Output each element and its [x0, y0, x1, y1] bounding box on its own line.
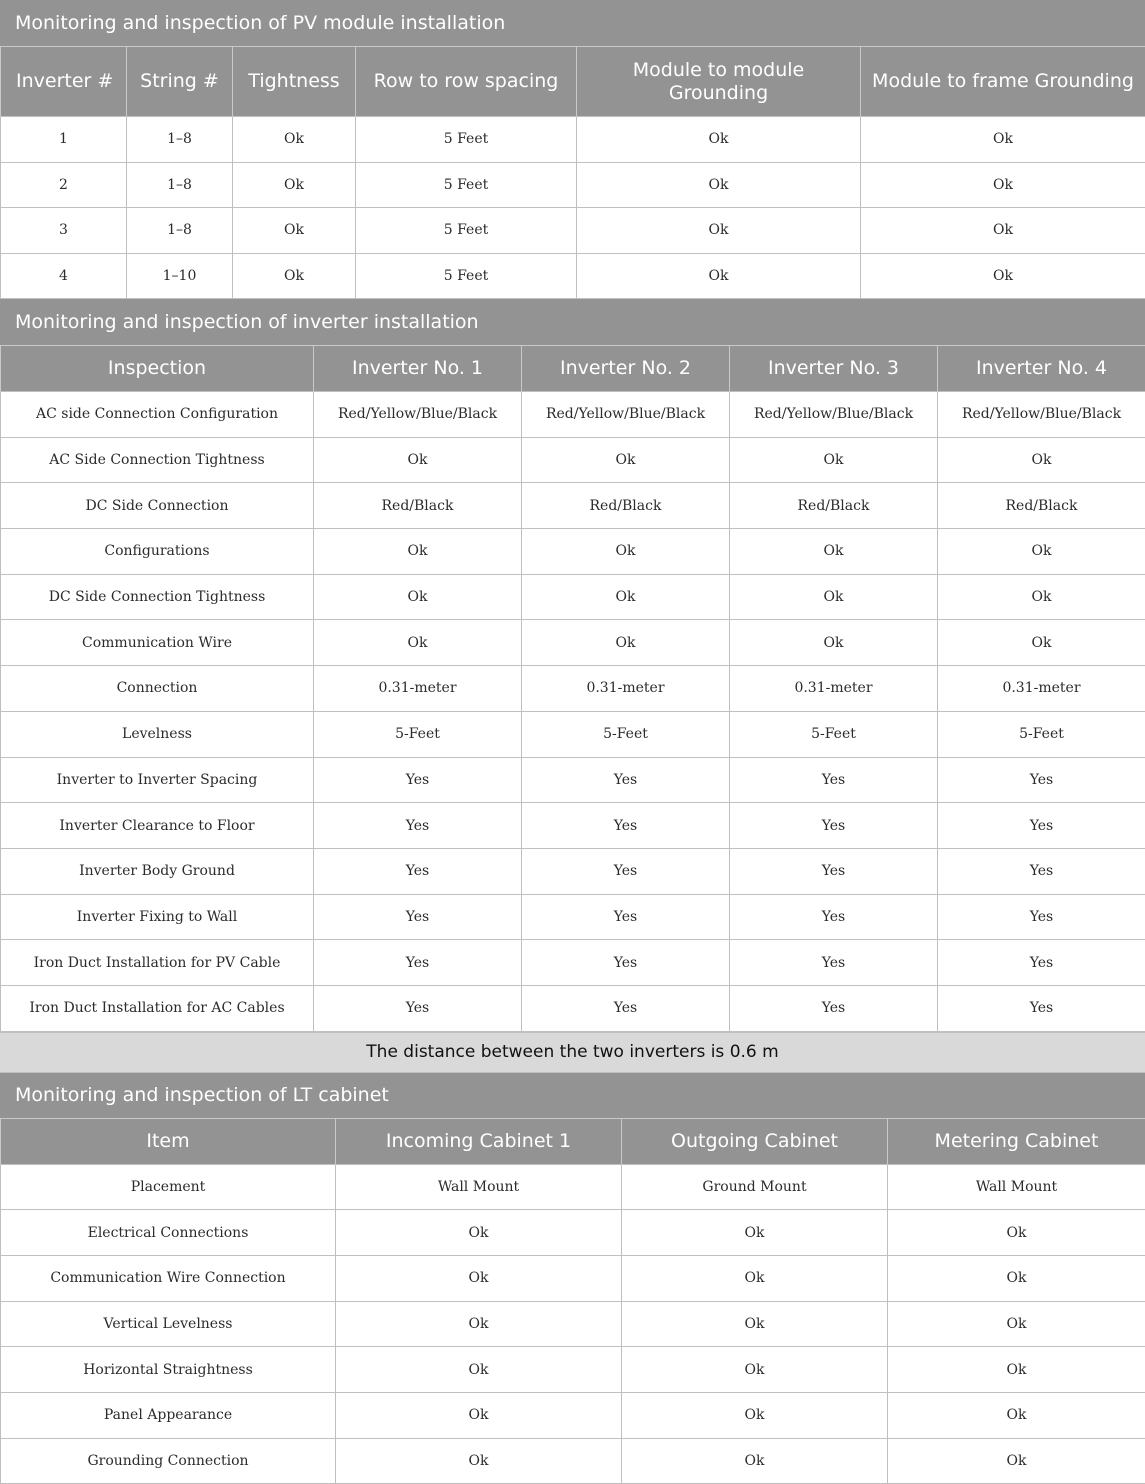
inverter-cell: Levelness — [1, 711, 314, 757]
inverter-cell: Ok — [522, 620, 730, 666]
inverter-cell: 0.31-meter — [938, 666, 1145, 712]
pv-cell: 2 — [1, 162, 127, 208]
inverter-cell: 5-Feet — [522, 711, 730, 757]
pv-cell: 1–8 — [127, 208, 233, 254]
lt-row — [1, 1164, 1145, 1210]
lt-cell: Grounding Connection — [1, 1438, 336, 1484]
inverter-cell: Yes — [314, 894, 522, 940]
inverter-cell: AC Side Connection Tightness — [1, 437, 314, 483]
inverter-cell: Red/Black — [314, 483, 522, 529]
inverter-cell: Yes — [938, 848, 1145, 894]
pv-row — [1, 117, 1145, 163]
inverter-cell: Communication Wire — [1, 620, 314, 666]
inverter-cell: Ok — [938, 437, 1145, 483]
pv-cell: Ok — [861, 253, 1145, 299]
lt-cell: Ok — [622, 1301, 888, 1347]
inverter-cell: Yes — [314, 803, 522, 849]
lt-cabinet-table — [0, 1118, 1145, 1484]
lt-cell: Ok — [336, 1210, 622, 1256]
pv-header-row — [1, 47, 1145, 117]
pv-cell: Ok — [233, 162, 356, 208]
inverter-cell: Ok — [314, 529, 522, 575]
inverter-cell: Red/Yellow/Blue/Black — [730, 392, 938, 438]
inverter-cell: Iron Duct Installation for AC Cables — [1, 985, 314, 1031]
lt-section-title: Monitoring and inspection of LT cabinet — [0, 1073, 1145, 1118]
inverter-header-cell: Inverter No. 4 — [938, 346, 1145, 392]
inverter-cell: Yes — [730, 803, 938, 849]
inverter-cell: Yes — [730, 985, 938, 1031]
inverter-row — [1, 437, 1145, 483]
pv-cell: 1–8 — [127, 117, 233, 163]
inverter-cell: Yes — [730, 848, 938, 894]
inverter-cell: Ok — [938, 620, 1145, 666]
inverter-cell: Yes — [314, 848, 522, 894]
inverter-row — [1, 666, 1145, 712]
lt-row — [1, 1438, 1145, 1484]
inverter-cell: Ok — [938, 529, 1145, 575]
inverter-distance-note: The distance between the two inverters is 0.6 m — [0, 1032, 1145, 1073]
inverter-cell: 0.31-meter — [314, 666, 522, 712]
pv-header-cell: String # — [127, 47, 233, 117]
lt-cell: Ok — [336, 1393, 622, 1439]
inverter-row — [1, 940, 1145, 986]
inverter-cell: Ok — [314, 574, 522, 620]
lt-cell: Ok — [888, 1210, 1145, 1256]
inverter-cell: 5-Feet — [938, 711, 1145, 757]
lt-cell: Placement — [1, 1164, 336, 1210]
lt-header-cell: Metering Cabinet — [888, 1118, 1145, 1164]
inverter-cell: 0.31-meter — [730, 666, 938, 712]
inverter-cell: Inverter Fixing to Wall — [1, 894, 314, 940]
lt-cell: Ok — [622, 1393, 888, 1439]
inverter-row — [1, 803, 1145, 849]
lt-header-cell: Item — [1, 1118, 336, 1164]
lt-cell: Panel Appearance — [1, 1393, 336, 1439]
inverter-cell: 5-Feet — [730, 711, 938, 757]
inverter-cell: Yes — [730, 894, 938, 940]
inverter-cell: Ok — [314, 620, 522, 666]
inverter-cell: Ok — [522, 529, 730, 575]
lt-row — [1, 1256, 1145, 1302]
lt-cell: Ok — [622, 1438, 888, 1484]
pv-header-cell: Module to frame Grounding — [861, 47, 1145, 117]
pv-row — [1, 208, 1145, 254]
inverter-table — [0, 345, 1145, 1032]
inverter-header-cell: Inspection — [1, 346, 314, 392]
pv-cell: Ok — [861, 208, 1145, 254]
inverter-cell: Yes — [938, 985, 1145, 1031]
lt-cell: Ok — [336, 1438, 622, 1484]
inverter-cell: Yes — [938, 757, 1145, 803]
pv-cell: Ok — [577, 162, 861, 208]
inverter-row — [1, 483, 1145, 529]
inverter-row — [1, 529, 1145, 575]
pv-row — [1, 162, 1145, 208]
inverter-cell: Red/Black — [730, 483, 938, 529]
inverter-row — [1, 757, 1145, 803]
lt-header-row — [1, 1118, 1145, 1164]
lt-cell: Ok — [888, 1256, 1145, 1302]
inverter-cell: Yes — [730, 757, 938, 803]
lt-cell: Wall Mount — [888, 1164, 1145, 1210]
inverter-cell: Yes — [522, 757, 730, 803]
pv-header-cell: Module to module Grounding — [577, 47, 861, 117]
inverter-cell: Red/Yellow/Blue/Black — [522, 392, 730, 438]
inverter-cell: Ok — [522, 437, 730, 483]
inverter-cell: Ok — [522, 574, 730, 620]
inverter-cell: 0.31-meter — [522, 666, 730, 712]
lt-header-cell: Outgoing Cabinet — [622, 1118, 888, 1164]
inverter-cell: Ok — [730, 437, 938, 483]
inverter-header-cell: Inverter No. 3 — [730, 346, 938, 392]
lt-cell: Horizontal Straightness — [1, 1347, 336, 1393]
pv-cell: Ok — [577, 253, 861, 299]
pv-cell: Ok — [233, 253, 356, 299]
lt-cell: Electrical Connections — [1, 1210, 336, 1256]
inverter-row — [1, 392, 1145, 438]
inverter-header-cell: Inverter No. 1 — [314, 346, 522, 392]
lt-cell: Ok — [336, 1256, 622, 1302]
pv-module-table — [0, 46, 1145, 299]
inverter-row — [1, 620, 1145, 666]
inverter-cell: AC side Connection Configuration — [1, 392, 314, 438]
pv-header-cell: Row to row spacing — [356, 47, 577, 117]
inverter-row — [1, 711, 1145, 757]
inverter-cell: Inverter to Inverter Spacing — [1, 757, 314, 803]
inverter-cell: DC Side Connection Tightness — [1, 574, 314, 620]
inverter-section-title: Monitoring and inspection of inverter installation — [0, 299, 1145, 345]
inverter-row — [1, 848, 1145, 894]
pv-header-cell: Inverter # — [1, 47, 127, 117]
inverter-row — [1, 894, 1145, 940]
lt-header-cell: Incoming Cabinet 1 — [336, 1118, 622, 1164]
inverter-header-cell: Inverter No. 2 — [522, 346, 730, 392]
lt-cell: Ok — [888, 1438, 1145, 1484]
inverter-cell: Configurations — [1, 529, 314, 575]
pv-cell: 1 — [1, 117, 127, 163]
pv-cell: 5 Feet — [356, 162, 577, 208]
lt-cell: Ok — [622, 1210, 888, 1256]
inverter-cell: Yes — [522, 985, 730, 1031]
pv-cell: Ok — [861, 162, 1145, 208]
lt-cell: Ok — [622, 1256, 888, 1302]
lt-row — [1, 1393, 1145, 1439]
inverter-cell: Ok — [938, 574, 1145, 620]
inverter-cell: Yes — [314, 940, 522, 986]
inverter-cell: Yes — [938, 940, 1145, 986]
lt-cell: Wall Mount — [336, 1164, 622, 1210]
inverter-cell: Connection — [1, 666, 314, 712]
lt-cell: Ok — [888, 1393, 1145, 1439]
inverter-cell: 5-Feet — [314, 711, 522, 757]
inverter-cell: Yes — [314, 757, 522, 803]
lt-cell: Ok — [888, 1301, 1145, 1347]
inverter-cell: Iron Duct Installation for PV Cable — [1, 940, 314, 986]
lt-cell: Communication Wire Connection — [1, 1256, 336, 1302]
pv-cell: 4 — [1, 253, 127, 299]
inverter-cell: Yes — [522, 803, 730, 849]
lt-cell: Ok — [336, 1347, 622, 1393]
inverter-cell: Yes — [730, 940, 938, 986]
inverter-row — [1, 574, 1145, 620]
inverter-header-row — [1, 346, 1145, 392]
inverter-cell: Yes — [522, 940, 730, 986]
lt-cell: Ground Mount — [622, 1164, 888, 1210]
inverter-cell: Yes — [938, 894, 1145, 940]
pv-cell: Ok — [233, 208, 356, 254]
pv-row — [1, 253, 1145, 299]
inverter-cell: Red/Yellow/Blue/Black — [938, 392, 1145, 438]
inverter-cell: Red/Black — [938, 483, 1145, 529]
inverter-cell: Red/Black — [522, 483, 730, 529]
pv-cell: 3 — [1, 208, 127, 254]
inverter-cell: DC Side Connection — [1, 483, 314, 529]
lt-cell: Ok — [888, 1347, 1145, 1393]
inverter-cell: Red/Yellow/Blue/Black — [314, 392, 522, 438]
inverter-cell: Ok — [314, 437, 522, 483]
lt-row — [1, 1347, 1145, 1393]
pv-cell: 1–10 — [127, 253, 233, 299]
pv-cell: 5 Feet — [356, 117, 577, 163]
inverter-cell: Inverter Body Ground — [1, 848, 314, 894]
lt-cell: Vertical Levelness — [1, 1301, 336, 1347]
inverter-cell: Yes — [522, 848, 730, 894]
inverter-cell: Yes — [938, 803, 1145, 849]
lt-row — [1, 1301, 1145, 1347]
lt-row — [1, 1210, 1145, 1256]
inverter-row — [1, 985, 1145, 1031]
pv-cell: 5 Feet — [356, 208, 577, 254]
pv-cell: Ok — [861, 117, 1145, 163]
pv-cell: Ok — [577, 117, 861, 163]
inverter-cell: Yes — [314, 985, 522, 1031]
lt-cell: Ok — [622, 1347, 888, 1393]
pv-cell: 5 Feet — [356, 253, 577, 299]
pv-cell: 1–8 — [127, 162, 233, 208]
inverter-cell: Ok — [730, 620, 938, 666]
lt-cell: Ok — [336, 1301, 622, 1347]
inverter-cell: Inverter Clearance to Floor — [1, 803, 314, 849]
inverter-cell: Ok — [730, 529, 938, 575]
inverter-cell: Ok — [730, 574, 938, 620]
pv-section-title: Monitoring and inspection of PV module installation — [0, 0, 1145, 46]
pv-cell: Ok — [577, 208, 861, 254]
pv-cell: Ok — [233, 117, 356, 163]
pv-header-cell: Tightness — [233, 47, 356, 117]
inverter-cell: Yes — [522, 894, 730, 940]
